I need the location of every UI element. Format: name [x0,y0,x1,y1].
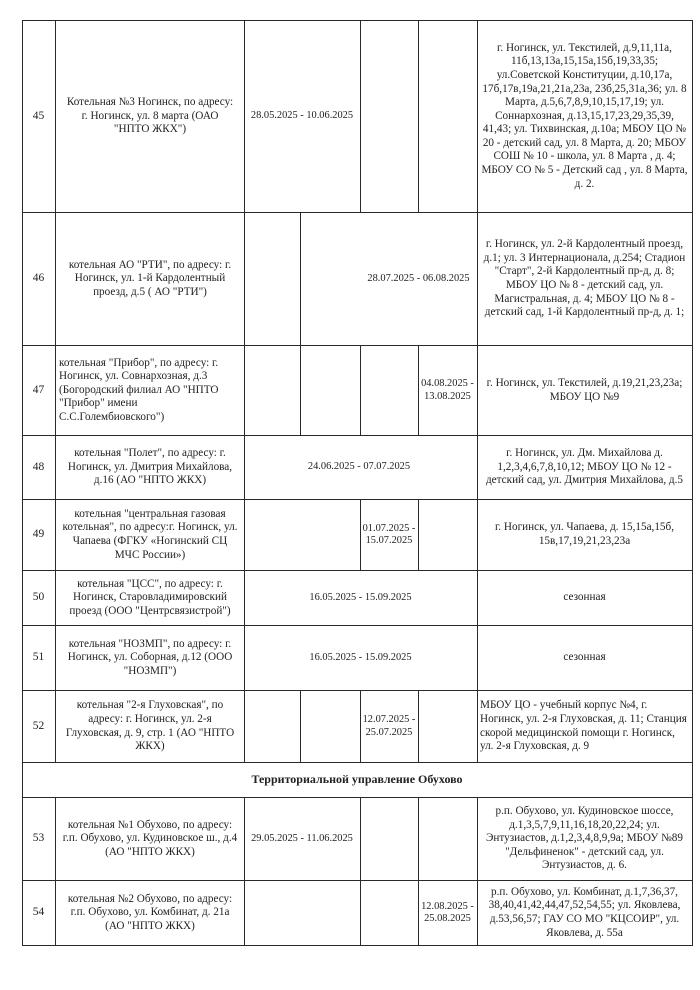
consumers: сезонная [563,651,606,664]
row-number: 48 [32,460,45,473]
boiler-name: котельная "Полет", по адресу: г. Ногинск, ул. Дмитрия Михайлова, д.16 (АО "НПТО ЖКХ) [67,447,233,487]
row-number: 47 [32,383,45,396]
boiler-name: котельная "ЦСС", по адресу: г. Ногинск, Старовладимировский проезд (ООО "Центрсвязистрой") [69,577,231,617]
boiler-name: котельная "2-я Глуховская", по адресу: г. Ногинск, ул. 2-я Глуховская, д. 9, стр. 1 (АО "НПТО ЖКХ) [65,699,235,753]
consumers: г. Ногинск, ул. Дм. Михайлова д. 1,2,3,4,6,7,8,10,12; МБОУ ЦО № 12 - детский сад, ул. Дмитрия Михайлова, д.5 [485,447,684,487]
consumers: г. Ногинск, ул. 2-й Кардолентный проезд, д.1; ул. 3 Интернационала, д.254; Стадион "Старт", 2-й Кардолентный пр-д, д. 8; МБОУ ЦО № 8 - детский сад, ул. Магистральная, д. 4; МБОУ ЦО № 8 - детский сад, 1-й Кардолентный пр-д, д. 1; [483,238,686,319]
row-number: 46 [32,272,45,285]
section-title: Территориальной управление Обухово [251,772,463,787]
consumers: МБОУ ЦО - учебный корпус №4, г. Ногинск, ул. 2-я Глуховская, д. 11; Станция скорой медицинской помощи г. Ногинск, ул. 2-я Глуховская, д. 9 [480,699,687,753]
col-line [300,212,301,435]
col-line [360,345,361,435]
consumers: г. Ногинск, ул. Текстилей, д.9,11,11а, 11б,13,13а,15,15а,15б,19,33,35; ул.Советской Конституции, д.10,17а, 17б,17в,19а,21,21а,23а, 23б,25,31а,36; ул. 8 Марта, д.5,6,7,8,9,10,15,17,19; ул. Соннархозная, д.13,15,17,23,29,35,39, 41,43; ул. Тихвинская, д.10а; МБОУ ЦО № 20 - детский сад, ул. 8 Марта, д. 20; МБОУ СОШ № 10 - школа, ул. 8 Марта , д. 4; МБОУ СО № 5 - Детский сад , ул. 8 Марта, д. 2. [481,41,688,190]
row-number: 53 [32,832,45,845]
shutdown-period: 04.08.2025 - 13.08.2025 [421,378,474,402]
shutdown-period: 16.05.2025 - 15.09.2025 [309,591,412,603]
shutdown-period: 12.08.2025 - 25.08.2025 [421,900,474,924]
consumers: г. Ногинск, ул. Текстилей, д.19,21,23,23а; МБОУ ЦО №9 [486,376,683,403]
col-line [360,20,361,212]
row-number: 45 [32,109,45,122]
row-number: 50 [32,591,45,604]
shutdown-period: 01.07.2025 - 15.07.2025 [362,522,416,546]
row-number: 51 [32,651,45,664]
boiler-name: котельная №2 Обухово, по адресу: г.п. Обухово, ул. Комбинат, д. 21а (АО "НПТО ЖКХ) [67,892,233,932]
boiler-name: Котельная №3 Ногинск, по адресу: г. Ногинск, ул. 8 марта (ОАО "НПТО ЖКХ") [66,96,234,136]
col-line [360,797,361,945]
row-number: 52 [32,719,45,732]
col-line [692,20,693,945]
boiler-name: котельная №1 Обухово, по адресу: г.п. Обухово, ул. Кудиновское ш., д.4 (АО "НПТО ЖКХ) [62,818,238,858]
consumers: р.п. Обухово, ул. Комбинат, д.1,7,36,37, 38,40,41,42,44,47,52,54,55; ул. Яковлева, д.53,56,57; ГАУ СО МО "КЦСОИР", ул. Яковлева, д. 55а [488,885,681,939]
row-number: 49 [32,528,45,541]
shutdown-period: 12.07.2025 - 25.07.2025 [362,714,416,738]
row-number: 54 [32,906,45,919]
row-line [22,945,693,946]
shutdown-period: 16.05.2025 - 15.09.2025 [309,651,412,663]
col-line [418,20,419,212]
col-line [55,797,56,945]
boiler-name: котельная АО "РТИ", по адресу: г. Ногинск, ул. 1-й Кардолентный проезд, д.5 ( АО "РТИ") [68,258,232,298]
shutdown-period: 29.05.2025 - 11.06.2025 [251,832,353,844]
shutdown-period: 24.06.2025 - 07.07.2025 [307,461,411,473]
consumers: р.п. Обухово, ул. Кудиновское шоссе, д.1,3,5,7,9,11,16,18,20,22,24; ул. Энтузиастов, д.1,2,3,4,8,9,9а; МБОУ №89 "Дельфиненок" - детский сад, ул. Энтузиастов, д. 6. [486,805,683,872]
col-line [418,499,419,570]
boiler-name: котельная "Прибор", по адресу: г. Ногинск, ул. Совнархозная, д.3 (Богородский филиал АО "НПТО "Прибор" имени С.С.Голембиовского") [59,356,219,423]
boiler-name: котельная "НОЗМП", по адресу: г. Ногинск, ул. Соборная, д.12 (ООО "НОЗМП") [67,637,233,677]
consumers: г. Ногинск, ул. Чапаева, д. 15,15а,15б, 15в,17,19,21,23,23а [494,521,675,547]
shutdown-period: 28.07.2025 - 06.08.2025 [367,272,470,284]
boiler-name: котельная "центральная газовая котельная", по адресу:г. Ногинск, ул. Чапаева (ФГКУ «Ногинский СЦ МЧС России») [62,507,238,561]
col-line [300,690,301,762]
consumers: сезонная [563,591,606,604]
shutdown-period: 28.05.2025 - 10.06.2025 [250,110,354,122]
col-line [418,690,419,762]
